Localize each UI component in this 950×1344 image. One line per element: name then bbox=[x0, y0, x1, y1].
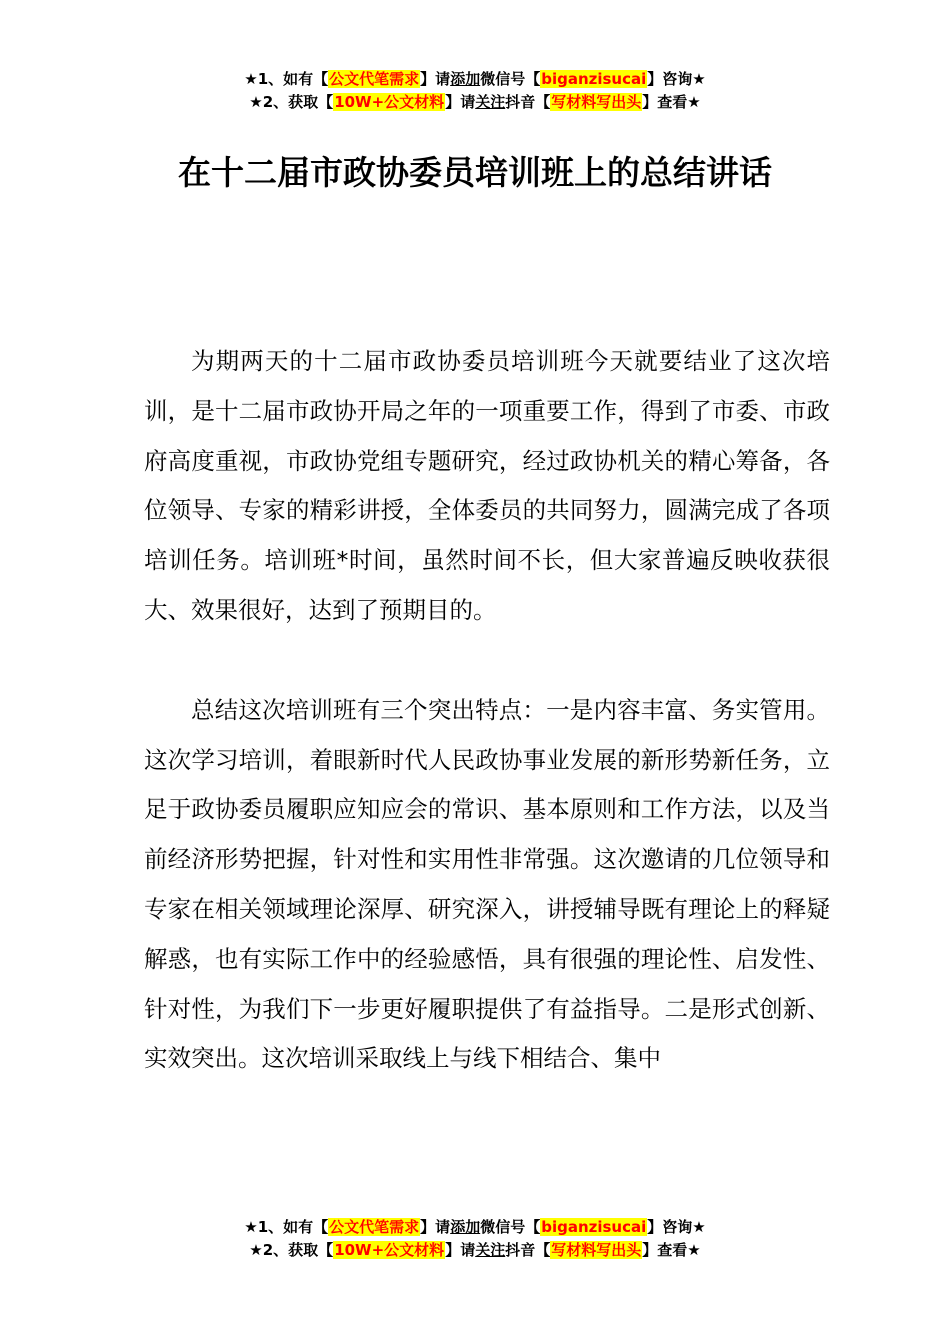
banner-highlight: 10W+公文材料 bbox=[334, 93, 445, 111]
banner-highlight: 写材料写出头 bbox=[551, 1241, 642, 1259]
banner-text: ★1、如有【 bbox=[244, 1218, 329, 1236]
banner-text: 】咨询★ bbox=[647, 1218, 706, 1236]
banner-text: 微信号【 bbox=[480, 1218, 541, 1236]
banner-text: 】查看★ bbox=[642, 93, 701, 111]
banner-highlight: 公文代笔需求 bbox=[329, 1218, 420, 1236]
banner-text: 抖音【 bbox=[505, 1241, 551, 1259]
banner-text: ★2、获取【 bbox=[249, 93, 334, 111]
banner-text: 】请 bbox=[420, 1218, 451, 1236]
banner-text: ★1、如有【 bbox=[244, 70, 329, 88]
banner-line-2 bbox=[0, 1239, 950, 1262]
banner-underlined: 添加 bbox=[450, 1218, 481, 1236]
banner-underlined: 关注 bbox=[475, 93, 506, 111]
banner-highlight: 写材料写出头 bbox=[551, 93, 642, 111]
banner-underlined: 添加 bbox=[450, 70, 481, 88]
paragraph: 总结这次培训班有三个突出特点：一是内容丰富、务实管用。这次学习培训，着眼新时代人民政协事业发展的新形势新任务，立足于政协委员履职应知应会的常识、基本原则和工作方法，以及当前经济形势把握，针对性和实用性非常强。这次邀请的几位领导和专家在相关领域理论深厚、研究深入，讲授辅导既有理论上的释疑解惑，也有实际工作中的经验感悟，具有很强的理论性、启发性、针对性，为我们下一步更好履职提供了有益指导。二是形式创新、实效突出。这次培训采取线上与线下相结合、集中 bbox=[144, 695, 830, 1073]
header-banner bbox=[0, 68, 950, 114]
banner-highlight: 10W+公文材料 bbox=[334, 1241, 445, 1259]
banner-text: 】查看★ bbox=[642, 1241, 701, 1259]
banner-line-1 bbox=[0, 1216, 950, 1239]
document-title: 在十二届市政协委员培训班上的总结讲话 bbox=[178, 153, 772, 192]
banner-text: 微信号【 bbox=[480, 70, 541, 88]
banner-text: 】请 bbox=[445, 1241, 476, 1259]
banner-highlight: biganzisucai bbox=[541, 1218, 647, 1236]
banner-highlight: biganzisucai bbox=[541, 70, 647, 88]
banner-text: 】咨询★ bbox=[647, 70, 706, 88]
footer-banner bbox=[0, 1216, 950, 1262]
document-body bbox=[144, 337, 830, 1084]
banner-text: 】请 bbox=[420, 70, 451, 88]
paragraph: 为期两天的十二届市政协委员培训班今天就要结业了这次培训，是十二届市政协开局之年的一项重要工作，得到了市委、市政府高度重视，市政协党组专题研究，经过政协机关的精心筹备，各位领导、专家的精彩讲授，全体委员的共同努力，圆满完成了各项培训任务。培训班*时间，虽然时间不长，但大家普遍反映收获很大、效果很好，达到了预期目的。 bbox=[144, 347, 830, 624]
banner-underlined: 关注 bbox=[475, 1241, 506, 1259]
banner-text: 抖音【 bbox=[505, 93, 551, 111]
banner-text: ★2、获取【 bbox=[249, 1241, 334, 1259]
banner-line-1 bbox=[0, 68, 950, 91]
banner-highlight: 公文代笔需求 bbox=[329, 70, 420, 88]
banner-line-2 bbox=[0, 91, 950, 114]
banner-text: 】请 bbox=[445, 93, 476, 111]
